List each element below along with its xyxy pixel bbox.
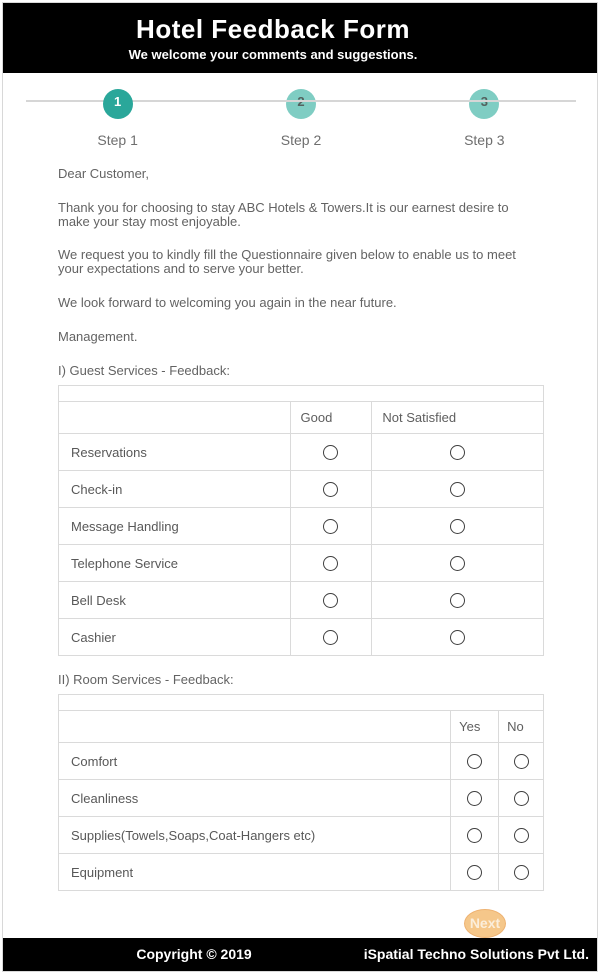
- radio-cashier-good[interactable]: [323, 630, 338, 645]
- intro-paragraph-1: Thank you for choosing to stay ABC Hotels & Towers.It is our earnest desire to make your stay most enjoyable.: [58, 199, 509, 229]
- radio-cashier-not-satisfied[interactable]: [450, 630, 465, 645]
- table-row: [59, 743, 544, 780]
- table-row: [59, 582, 544, 619]
- guest-header-empty: [59, 402, 291, 434]
- step-3[interactable]: [393, 89, 576, 148]
- radio-comfort-no[interactable]: [514, 754, 529, 769]
- guest-services-table: [58, 385, 544, 656]
- step-1-circle[interactable]: [103, 89, 133, 119]
- room-header-empty: [59, 711, 451, 743]
- guest-row-label: Message Handling: [59, 508, 291, 545]
- radio-equipment-no[interactable]: [514, 865, 529, 880]
- room-header-yes: Yes: [451, 711, 499, 743]
- next-button[interactable]: Next: [464, 909, 506, 938]
- page-title: Hotel Feedback Form: [136, 14, 410, 44]
- table-spacer-row: [59, 386, 544, 402]
- table-spacer-row: [59, 695, 544, 711]
- footer: [3, 938, 597, 971]
- page-subtitle: We welcome your comments and suggestions.: [128, 47, 418, 62]
- table-row: [59, 854, 544, 891]
- radio-telephone-service-good[interactable]: [323, 556, 338, 571]
- guest-services-title: I) Guest Services - Feedback:: [58, 363, 230, 379]
- radio-supplies-no[interactable]: [514, 828, 529, 843]
- table-row: [59, 619, 544, 656]
- room-row-label: Cleanliness: [59, 780, 451, 817]
- footer-copyright: Copyright © 2019: [136, 946, 252, 962]
- guest-header-good: Good: [290, 402, 372, 434]
- guest-header-not-satisfied: Not Satisfied: [372, 402, 544, 434]
- radio-equipment-yes[interactable]: [467, 865, 482, 880]
- header: [3, 3, 597, 73]
- radio-bell-desk-good[interactable]: [323, 593, 338, 608]
- table-row: [59, 434, 544, 471]
- guest-row-label: Cashier: [59, 619, 291, 656]
- intro-paragraph-2: We request you to kindly fill the Questionnaire given below to enable us to meet your expectations and to serve your better.: [58, 247, 516, 277]
- radio-supplies-yes[interactable]: [467, 828, 482, 843]
- room-services-table: [58, 694, 544, 891]
- intro-paragraph-3: We look forward to welcoming you again in the near future.: [58, 294, 397, 310]
- table-row: [59, 508, 544, 545]
- guest-row-label: Telephone Service: [59, 545, 291, 582]
- step-1-number: 1: [114, 93, 122, 109]
- radio-message-handling-not-satisfied[interactable]: [450, 519, 465, 534]
- guest-row-label: Check-in: [59, 471, 291, 508]
- step-2-label: Step 2: [280, 132, 322, 148]
- radio-reservations-not-satisfied[interactable]: [450, 445, 465, 460]
- room-services-title: II) Room Services - Feedback:: [58, 672, 234, 688]
- radio-message-handling-good[interactable]: [323, 519, 338, 534]
- step-2-circle[interactable]: [286, 89, 316, 119]
- radio-check-in-good[interactable]: [323, 482, 338, 497]
- guest-row-label: Reservations: [59, 434, 291, 471]
- table-row: [59, 471, 544, 508]
- step-1-label: Step 1: [97, 132, 138, 148]
- radio-check-in-not-satisfied[interactable]: [450, 482, 465, 497]
- room-header-no: No: [499, 711, 544, 743]
- room-row-label: Supplies(Towels,Soaps,Coat-Hangers etc): [59, 817, 451, 854]
- radio-reservations-good[interactable]: [323, 445, 338, 460]
- radio-telephone-service-not-satisfied[interactable]: [450, 556, 465, 571]
- step-3-label: Step 3: [464, 132, 505, 148]
- form-body: [3, 161, 597, 938]
- table-row: [59, 817, 544, 854]
- footer-company: iSpatial Techno Solutions Pvt Ltd.: [363, 946, 589, 962]
- step-3-circle[interactable]: [469, 89, 499, 119]
- page: [2, 2, 598, 972]
- radio-cleanliness-no[interactable]: [514, 791, 529, 806]
- radio-bell-desk-not-satisfied[interactable]: [450, 593, 465, 608]
- step-2[interactable]: [209, 89, 392, 148]
- room-row-label: Equipment: [59, 854, 451, 891]
- greeting-text: Dear Customer,: [58, 166, 150, 181]
- room-row-label: Comfort: [59, 743, 451, 780]
- guest-row-label: Bell Desk: [59, 582, 291, 619]
- radio-cleanliness-yes[interactable]: [467, 791, 482, 806]
- signoff-text: Management.: [58, 328, 138, 344]
- step-wizard: [3, 73, 597, 161]
- table-row: [59, 780, 544, 817]
- radio-comfort-yes[interactable]: [467, 754, 482, 769]
- table-row: [59, 545, 544, 582]
- step-1[interactable]: [26, 89, 209, 148]
